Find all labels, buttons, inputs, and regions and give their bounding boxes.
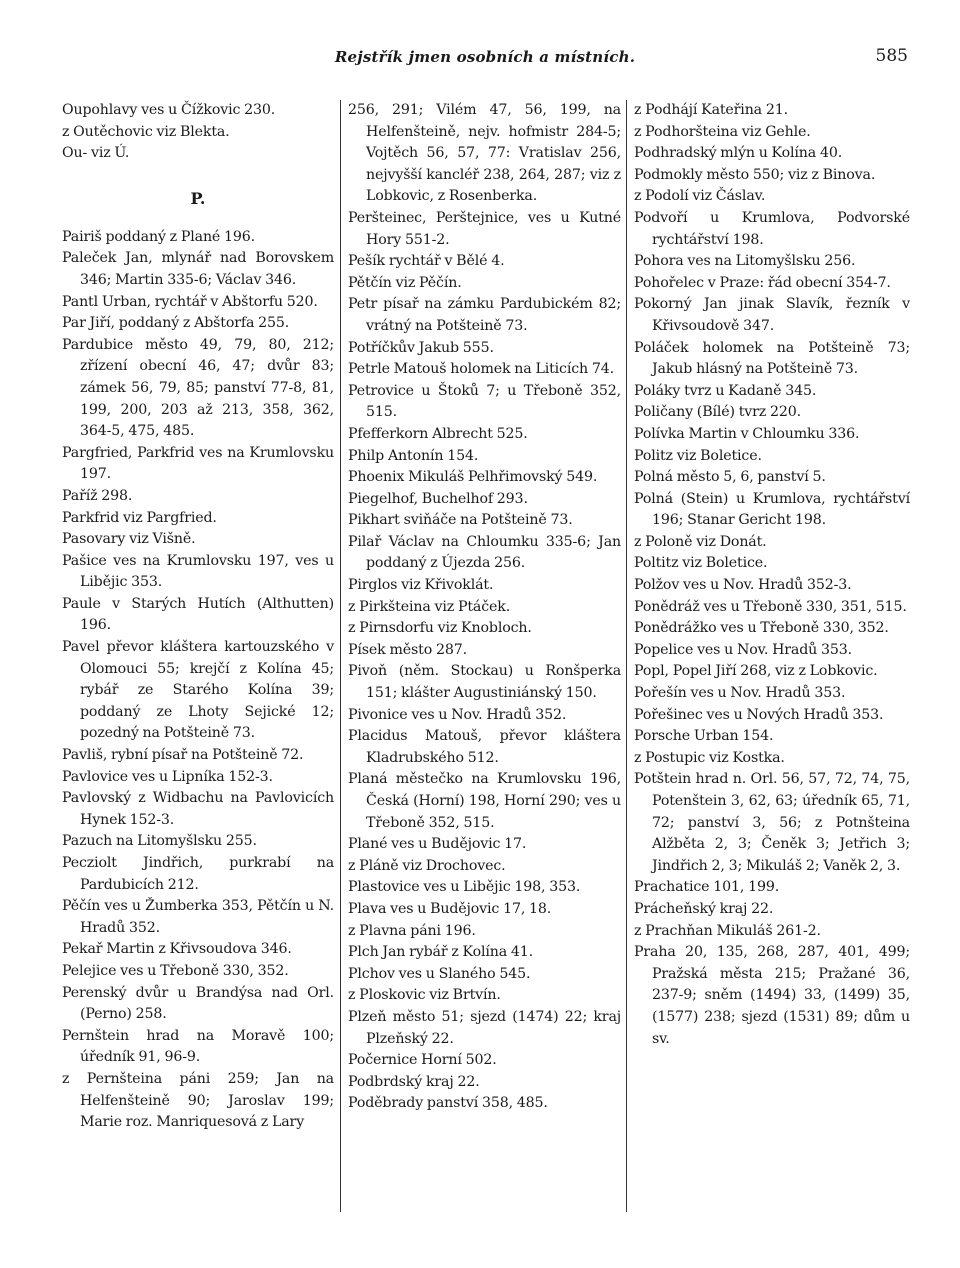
index-entry: Pfefferkorn Albrecht 525. xyxy=(348,425,528,442)
index-entry: Prachatice 101, 199. xyxy=(634,879,780,896)
index-entry: z Pláně viz Drochovec. xyxy=(348,857,506,874)
index-entry: Popelice ves u Nov. Hradů 353. xyxy=(634,641,853,658)
index-entry: Polná město 5, 6, panství 5. xyxy=(634,469,826,486)
index-entry: z Poloně viz Donát. xyxy=(634,533,767,550)
index-entry: Pikhart sviňáče na Potšteině 73. xyxy=(348,512,573,529)
index-entry: Ponědráž ves u Třeboně 330, 351, 515. xyxy=(634,598,907,615)
index-entry: Plava ves u Budějovic 17, 18. xyxy=(348,900,552,917)
index-entry: Petrovice u Štoků 7; u Třeboně 352, 515. xyxy=(348,382,621,421)
index-entry: Pantl Urban, rychtář v Abštorfu 520. xyxy=(62,293,318,310)
index-entry: Plzeň město 51; sjezd (1474) 22; kraj Plzeňský 22. xyxy=(348,1008,621,1047)
index-entry: Pětčín viz Pěčín. xyxy=(348,274,462,291)
index-entry: Polívka Martin v Chloumku 336. xyxy=(634,425,860,442)
index-entry: Ponědrážko ves u Třeboně 330, 352. xyxy=(634,620,889,637)
index-entry: Ou- viz Ú. xyxy=(62,145,130,162)
index-entry: Podbrdský kraj 22. xyxy=(348,1073,480,1090)
index-entry: Pavliš, rybní písař na Potšteině 72. xyxy=(62,747,304,764)
page-header xyxy=(62,44,908,74)
index-entry: Pelejice ves u Třeboně 330, 352. xyxy=(62,962,289,979)
index-entry: Pernštein hrad na Moravě 100; úředník 91, 96-9. xyxy=(62,1027,334,1066)
index-entry: Piegelhof, Buchelhof 293. xyxy=(348,490,528,507)
index-entry: Praha 20, 135, 268, 287, 401, 499; Pražská města 215; Pražané 36, 237-9; sněm (1494) 33, (1499) 35, (1577) 238; sjezd (1531) 89; dům u sv. xyxy=(634,944,910,1047)
index-entry: Potříčkův Jakub 555. xyxy=(348,339,494,356)
index-entry: z Outěchovic viz Blekta. xyxy=(62,123,230,140)
index-entry: Pasovary viz Višně. xyxy=(62,531,196,548)
index-entry: Pairiš poddaný z Plané 196. xyxy=(62,228,256,245)
index-entry: Paříž 298. xyxy=(62,487,133,504)
index-entry: Plané ves u Budějovic 17. xyxy=(348,836,527,853)
index-entry: Pargfried, Parkfrid ves na Krumlovsku 197. xyxy=(62,444,334,483)
index-entry: Prácheňský kraj 22. xyxy=(634,900,774,917)
index-entry: Pivonice ves u Nov. Hradů 352. xyxy=(348,706,567,723)
index-entry: Pilař Václav na Chloumku 335-6; Jan poddaný z Újezda 256. xyxy=(348,533,621,572)
index-entry: Pořešinec ves u Nových Hradů 353. xyxy=(634,706,884,723)
index-entry: Polná (Stein) u Krumlova, rychtářství 196; Stanar Gericht 198. xyxy=(634,490,910,529)
index-entry: Pavlovice ves u Lipníka 152-3. xyxy=(62,768,273,785)
index-columns xyxy=(62,100,910,1212)
column-2-entries xyxy=(348,100,621,1115)
index-entry: Poláky tvrz u Kadaně 345. xyxy=(634,382,817,399)
index-entry: z Podhoršteina viz Gehle. xyxy=(634,123,811,140)
index-entry: z Pernšteina páni 259; Jan na Helfenšteině 90; Jaroslav 199; Marie roz. Manriquesová z Lary xyxy=(62,1070,334,1131)
index-entry: Paule v Starých Hutích (Althutten) 196. xyxy=(62,595,334,634)
index-entry: Poláček holomek na Potšteině 73; Jakub hlásný na Potšteině 73. xyxy=(634,339,910,378)
index-entry: Pekař Martin z Křivsoudova 346. xyxy=(62,941,292,958)
index-entry: Poltitz viz Boletice. xyxy=(634,555,768,572)
index-entry: Poděbrady panství 358, 485. xyxy=(348,1095,548,1112)
page-number: 585 xyxy=(875,46,908,66)
index-entry: z Plavna páni 196. xyxy=(348,922,476,939)
index-entry: Pirglos viz Křivoklát. xyxy=(348,577,494,594)
index-entry: Podhradský mlýn u Kolína 40. xyxy=(634,145,843,162)
index-entry: Porsche Urban 154. xyxy=(634,728,774,745)
index-entry: Podmokly město 550; viz z Binova. xyxy=(634,166,876,183)
index-entry: Pašice ves na Krumlovsku 197, ves u Libějic 353. xyxy=(62,552,334,591)
index-entry: Pohořelec v Praze: řád obecní 354-7. xyxy=(634,274,891,291)
entries-before-section xyxy=(62,100,334,165)
index-entry: z Prachňan Mikuláš 261-2. xyxy=(634,922,821,939)
index-entry: Pecziolt Jindřich, purkrabí na Pardubicích 212. xyxy=(62,855,334,893)
index-entry: Pavel převor kláštera kartouzského v Olomouci 55; krejčí z Kolína 45; rybář ze Starého Kolína 39; poddaný ze Lhoty Sejické 12; pozedný na Potšteině 73. xyxy=(62,639,334,742)
index-entry: Pivoň (něm. Stockau) u Ronšperka 151; klášter Augustiniánský 150. xyxy=(348,663,621,702)
index-entry: Počernice Horní 502. xyxy=(348,1052,497,1069)
index-column-3 xyxy=(626,100,910,1212)
index-entry: Písek město 287. xyxy=(348,641,467,658)
index-entry: Potštein hrad n. Orl. 56, 57, 72, 74, 75, Potenštein 3, 62, 63; úředník 65, 71, 72; panství 3, 56; z Potnšteina Alžběta 2, 3; Čeněk 3; Jetřich 3; Jindřich 2, 3; Mikuláš 2; Vaněk 2, 3. xyxy=(634,771,910,874)
index-column-2 xyxy=(340,100,626,1212)
index-entry: z Podolí viz Čáslav. xyxy=(634,188,766,205)
index-entry: Oupohlavy ves u Čížkovic 230. xyxy=(62,102,276,118)
index-entry: Pěčín ves u Žumberka 353, Pětčín u N. Hradů 352. xyxy=(62,898,334,936)
index-entry: z Pirkšteina viz Ptáček. xyxy=(348,598,511,615)
index-entry: Plchov ves u Slaného 545. xyxy=(348,965,531,982)
index-entry: Parkfrid viz Pargfried. xyxy=(62,509,217,526)
index-entry: Par Jiří, poddaný z Abštorfa 255. xyxy=(62,315,290,332)
column-3-entries xyxy=(634,100,910,1050)
index-entry: Podvoří u Krumlova, Podvorské rychtářství 198. xyxy=(634,209,910,248)
index-entry: Planá městečko na Krumlovsku 196, Česká (Horní) 198, Horní 290; ves u Třeboně 352, 515. xyxy=(348,771,621,831)
index-entry: z Podhájí Kateřina 21. xyxy=(634,102,788,118)
index-entry: Plastovice ves u Libějic 198, 353. xyxy=(348,879,581,896)
index-entry: Peršteinec, Perštejnice, ves u Kutné Hory 551-2. xyxy=(348,209,621,248)
index-entry: Pořešín ves u Nov. Hradů 353. xyxy=(634,685,846,702)
index-entry: Pešík rychtář v Bělé 4. xyxy=(348,253,505,270)
index-entry: Polžov ves u Nov. Hradů 352-3. xyxy=(634,577,852,594)
index-column-1 xyxy=(62,100,340,1212)
index-entry: Politz viz Boletice. xyxy=(634,447,762,464)
index-entry: Poličany (Bílé) tvrz 220. xyxy=(634,404,801,421)
index-entry: z Ploskovic viz Brtvín. xyxy=(348,987,501,1004)
entries-after-section xyxy=(62,227,334,1134)
index-entry: Pohora ves na Litomyšlsku 256. xyxy=(634,253,856,270)
section-letter: P. xyxy=(190,188,206,208)
index-entry: Pazuch na Litomyšlsku 255. xyxy=(62,833,257,850)
index-entry: Paleček Jan, mlynář nad Borovskem 346; Martin 335-6; Václav 346. xyxy=(62,250,334,288)
index-entry: Placidus Matouš, převor kláštera Kladrubského 512. xyxy=(348,728,621,766)
index-entry: z Postupic viz Kostka. xyxy=(634,749,785,766)
index-entry: Philp Antonín 154. xyxy=(348,447,479,464)
index-entry: Perenský dvůr u Brandýsa nad Orl. (Perno) 258. xyxy=(62,984,334,1023)
running-title: Rejstřík jmen osobních a místních. xyxy=(334,48,636,66)
index-entry: Pokorný Jan jinak Slavík, řezník v Křivsoudově 347. xyxy=(634,296,910,334)
index-entry: z Pirnsdorfu viz Knobloch. xyxy=(348,620,532,637)
index-entry: Phoenix Mikuláš Pelhřimovský 549. xyxy=(348,469,598,486)
index-entry: Petrle Matouš holomek na Liticích 74. xyxy=(348,361,614,378)
index-entry: Pardubice město 49, 79, 80, 212; zřízení obecní 46, 47; dvůr 83; zámek 56, 79, 85; panství 77-8, 81, 199, 200, 203 až 213, 358, 362, 364-5, 475, 485. xyxy=(62,336,334,440)
index-entry: Pavlovský z Widbachu na Pavlovicích Hynek 152-3. xyxy=(62,790,334,828)
index-entry: 256, 291; Vilém 47, 56, 199, na Helfenšteině, nejv. hofmistr 284-5; Vojtěch 56, 57, 77: Vratislav 256, nejvyšší kancléř 238, 264, 287; viz z Lobkovic, z Rosenberka. xyxy=(348,102,621,205)
index-entry: Plch Jan rybář z Kolína 41. xyxy=(348,944,534,961)
index-entry: Petr písař na zámku Pardubickém 82; vrátný na Potšteině 73. xyxy=(348,296,621,334)
index-entry: Popl, Popel Jiří 268, viz z Lobkovic. xyxy=(634,663,878,680)
